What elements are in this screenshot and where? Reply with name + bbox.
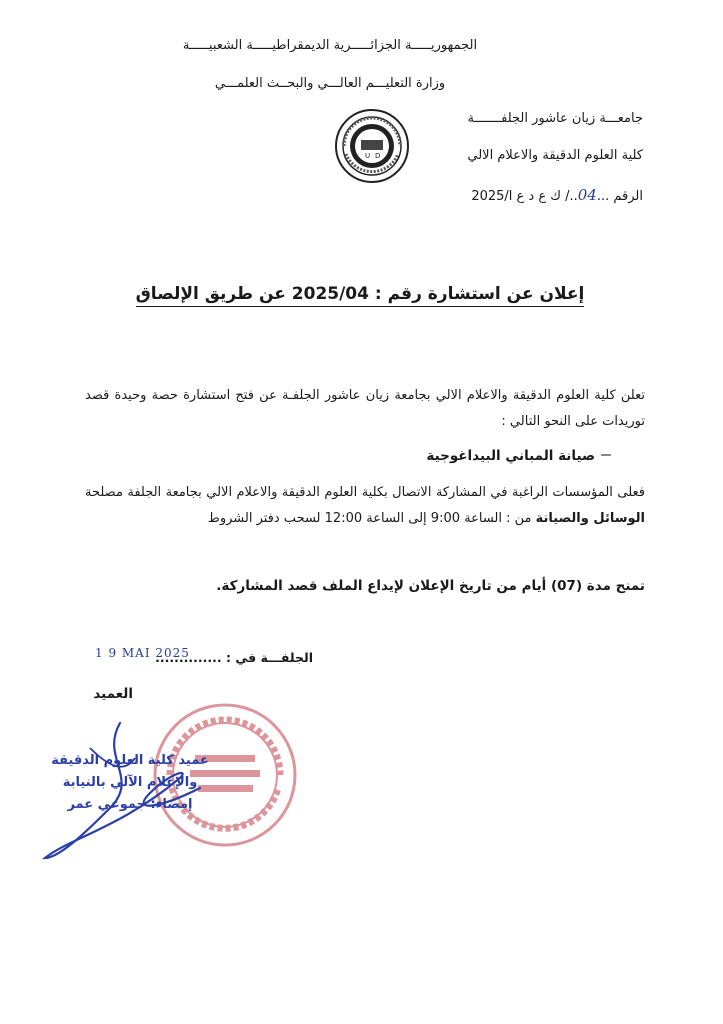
participation-paragraph <box>85 480 645 532</box>
svg-text:U: U <box>365 152 371 160</box>
reference-number <box>471 186 643 204</box>
university-logo-icon <box>334 108 410 184</box>
deadline-paragraph: تمنح مدة (07) أيام من تاريخ الإعلان لإيداع الملف قصد المشاركة. <box>216 578 645 594</box>
handwritten-date: 1 9 MAI 2025 <box>95 646 190 660</box>
republic-header: الجمهوريـــــة الجزائـــــرية الديمقراطيـــــة الشعبيـــــة <box>182 38 478 53</box>
announcement-title <box>100 284 620 304</box>
reference-handwritten-number: 04 <box>577 186 597 204</box>
participation-text-start: فعلى المؤسسات الراغبة في المشاركة الاتصال بكلية العلوم الدقيقة والاعلام الالي بجامعة الجلفة مصلحة <box>85 485 645 500</box>
handwritten-signature-icon <box>30 718 230 868</box>
ministry-header: وزارة التعليـــم العالـــي والبحــث العلمـــي <box>214 76 446 91</box>
faculty-name: كلية العلوم الدقيقة والاعلام الالي <box>467 148 643 163</box>
reference-suffix: ../ ك ع د ع ا/2025 <box>471 189 578 204</box>
place-date-label: الجلفـــة في : .............. <box>155 650 313 665</box>
supply-item: صيانة المباني البيداغوجية <box>426 448 595 464</box>
bullet-dash <box>601 454 611 456</box>
service-name: الوسائل والصيانة <box>535 511 645 526</box>
intro-paragraph: تعلن كلية العلوم الدقيقة والاعلام الالي بجامعة زيان عاشور الجلفـة عن فتح استشارة حصة وحيدة قصد توريدات على النحو التالي : <box>85 388 645 429</box>
university-name: جامعـــة زيان عاشور الجلفـــــــة <box>467 111 643 126</box>
participation-text-end: من : الساعة 9:00 إلى الساعة 12:00 لسحب دفتر الشروط <box>207 511 536 526</box>
reference-prefix: الرقم ... <box>596 189 643 204</box>
blue-stamp-line-3: إمضاء: جموعي عمر <box>67 797 193 812</box>
announcement-title-text: إعلان عن استشارة رقم : 2025/04 عن طريق الإلصاق <box>136 284 585 307</box>
dean-title: العميد <box>93 686 133 702</box>
blue-stamp-line-2: والإعلام الآلي بالنيابة <box>62 775 198 790</box>
svg-text:D: D <box>375 152 381 160</box>
blue-stamp-line-1: عميد كلية العلوم الدقيقة <box>51 753 209 768</box>
